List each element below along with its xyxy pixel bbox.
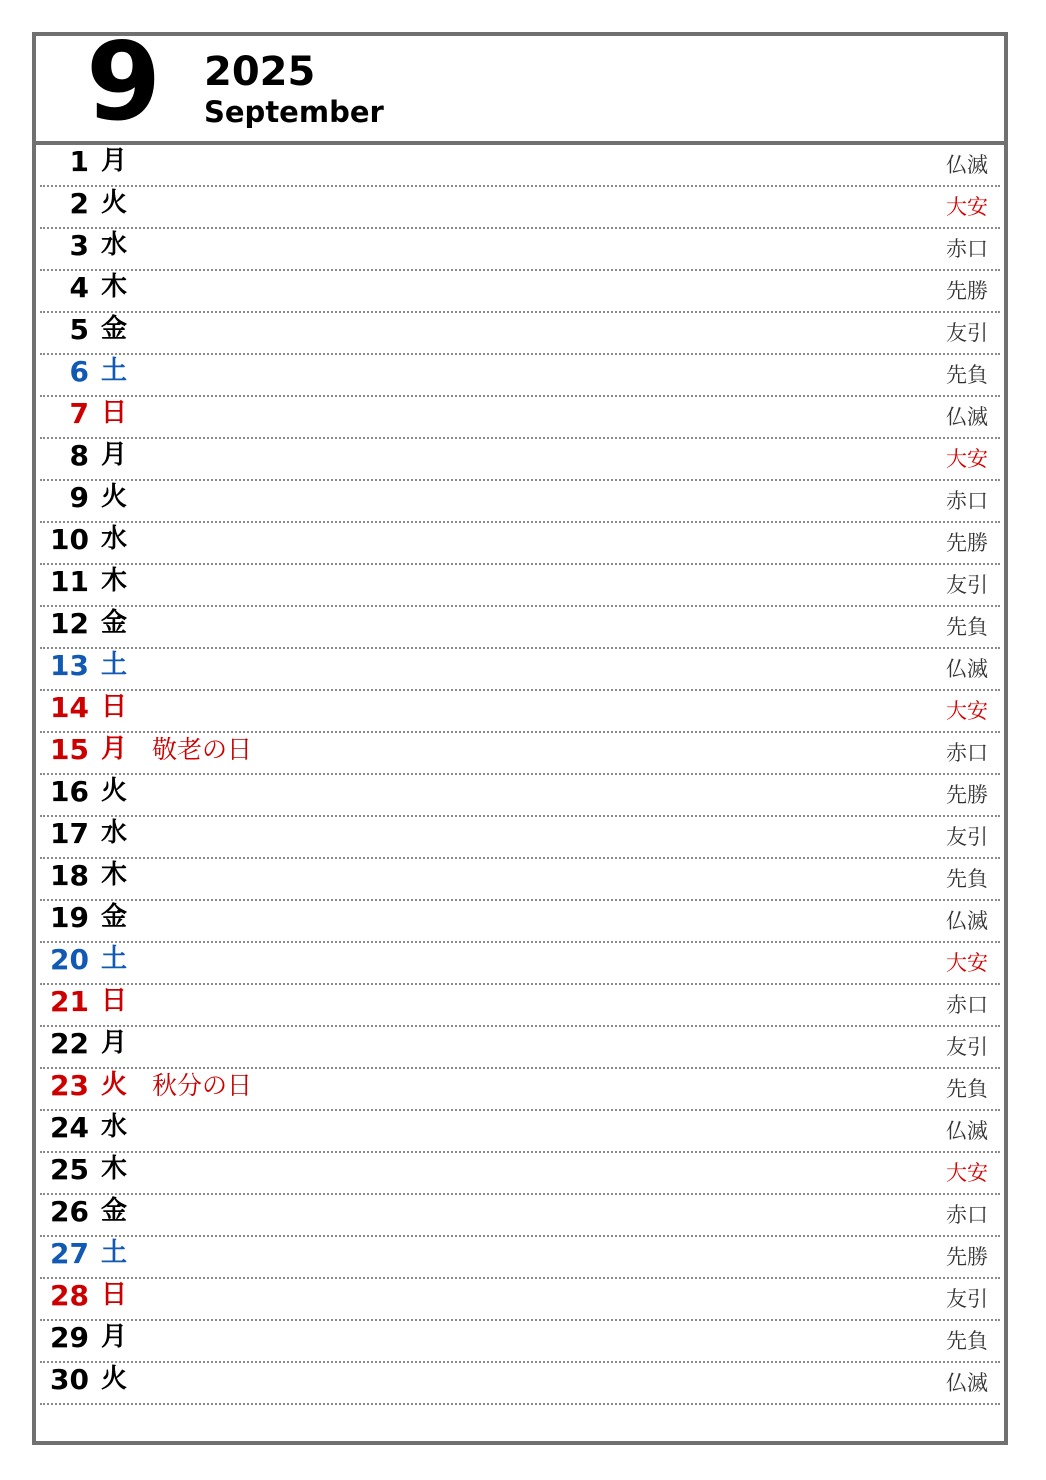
day-row [40,271,1000,313]
day-number: 29 [50,1321,89,1354]
day-row [40,607,1000,649]
weekday-label: 水 [101,1112,128,1142]
rokuyo-label: 仏滅 [946,1119,988,1143]
day-row [40,1279,1000,1321]
rokuyo-label: 友引 [946,1035,988,1059]
rokuyo-label: 先負 [946,1329,988,1353]
rokuyo-label: 仏滅 [946,657,988,681]
weekday-label: 月 [101,1322,128,1352]
weekday-label: 木 [101,860,128,890]
day-row [40,733,1000,775]
day-row [40,859,1000,901]
day-row [40,145,1000,187]
day-number: 10 [50,523,89,556]
weekday-label: 月 [101,146,128,176]
day-number: 20 [50,943,89,976]
day-number: 26 [50,1195,89,1228]
day-number: 9 [69,481,89,514]
rokuyo-label: 赤口 [946,237,988,261]
day-row [40,1027,1000,1069]
day-row [40,985,1000,1027]
month-name-label: September [204,95,384,129]
weekday-label: 水 [101,818,128,848]
day-number: 13 [50,649,89,682]
rokuyo-label: 大安 [946,951,988,975]
weekday-label: 水 [101,524,128,554]
day-row [40,229,1000,271]
day-row [40,187,1000,229]
day-row [40,775,1000,817]
weekday-label: 金 [101,902,128,932]
rokuyo-label: 大安 [946,447,988,471]
weekday-label: 水 [101,230,128,260]
day-number: 16 [50,775,89,808]
day-number: 14 [50,691,89,724]
calendar-frame [32,20,1008,1445]
weekday-label: 金 [101,314,128,344]
weekday-label: 火 [101,776,128,806]
rokuyo-label: 赤口 [946,1203,988,1227]
calendar-header [36,20,1004,145]
rokuyo-label: 先勝 [946,783,988,807]
day-number: 3 [69,229,89,262]
weekday-label: 日 [101,692,128,722]
rokuyo-label: 大安 [946,1161,988,1185]
weekday-label: 木 [101,1154,128,1184]
day-row [40,397,1000,439]
rokuyo-label: 友引 [946,573,988,597]
day-number: 18 [50,859,89,892]
day-number: 15 [50,733,89,766]
day-row [40,901,1000,943]
rokuyo-label: 赤口 [946,741,988,765]
day-row [40,1363,1000,1405]
day-number: 24 [50,1111,89,1144]
rokuyo-label: 大安 [946,699,988,723]
weekday-label: 木 [101,566,128,596]
day-row [40,1153,1000,1195]
weekday-label: 日 [101,1280,128,1310]
rokuyo-label: 仏滅 [946,909,988,933]
rokuyo-label: 仏滅 [946,405,988,429]
rokuyo-label: 先負 [946,1077,988,1101]
day-number: 6 [69,355,89,388]
day-row [40,1321,1000,1363]
weekday-label: 土 [101,356,128,386]
day-number: 2 [69,187,89,220]
rokuyo-label: 先勝 [946,1245,988,1269]
day-number: 23 [50,1069,89,1102]
rokuyo-label: 先負 [946,867,988,891]
weekday-label: 木 [101,272,128,302]
day-row [40,523,1000,565]
weekday-label: 火 [101,1070,128,1100]
day-row [40,355,1000,397]
rokuyo-label: 赤口 [946,993,988,1017]
weekday-label: 土 [101,650,128,680]
weekday-label: 土 [101,944,128,974]
rokuyo-label: 大安 [946,195,988,219]
day-number: 21 [50,985,89,1018]
rokuyo-label: 友引 [946,1287,988,1311]
day-number: 11 [50,565,89,598]
rokuyo-label: 仏滅 [946,153,988,177]
day-row [40,1111,1000,1153]
weekday-label: 火 [101,482,128,512]
day-number: 1 [69,145,89,178]
day-number: 7 [69,397,89,430]
day-number: 28 [50,1279,89,1312]
day-row [40,565,1000,607]
rokuyo-label: 先勝 [946,531,988,555]
day-row [40,943,1000,985]
rokuyo-label: 先負 [946,363,988,387]
weekday-label: 日 [101,986,128,1016]
day-number: 17 [50,817,89,850]
weekday-label: 金 [101,1196,128,1226]
day-row [40,649,1000,691]
day-number: 19 [50,901,89,934]
weekday-label: 火 [101,1364,128,1394]
weekday-label: 月 [101,1028,128,1058]
rokuyo-label: 仏滅 [946,1371,988,1395]
day-number: 12 [50,607,89,640]
day-number: 27 [50,1237,89,1270]
rokuyo-label: 友引 [946,321,988,345]
day-row [40,481,1000,523]
rokuyo-label: 先勝 [946,279,988,303]
holiday-name: 秋分の日 [152,1071,253,1100]
day-row [40,1069,1000,1111]
day-row [40,691,1000,733]
day-row [40,1237,1000,1279]
rokuyo-label: 先負 [946,615,988,639]
day-number: 22 [50,1027,89,1060]
day-number: 4 [69,271,89,304]
year-label: 2025 [204,49,316,95]
day-row [40,1195,1000,1237]
day-number: 8 [69,439,89,472]
day-row [40,439,1000,481]
day-row [40,313,1000,355]
weekday-label: 土 [101,1238,128,1268]
day-number: 25 [50,1153,89,1186]
day-list [40,145,1000,1405]
weekday-label: 金 [101,608,128,638]
weekday-label: 月 [101,440,128,470]
day-number: 30 [50,1363,89,1396]
weekday-label: 月 [101,734,128,764]
weekday-label: 火 [101,188,128,218]
rokuyo-label: 赤口 [946,489,988,513]
holiday-name: 敬老の日 [152,735,253,764]
month-number: 9 [86,20,162,145]
weekday-label: 日 [101,398,128,428]
day-number: 5 [69,313,89,346]
day-row [40,817,1000,859]
rokuyo-label: 友引 [946,825,988,849]
